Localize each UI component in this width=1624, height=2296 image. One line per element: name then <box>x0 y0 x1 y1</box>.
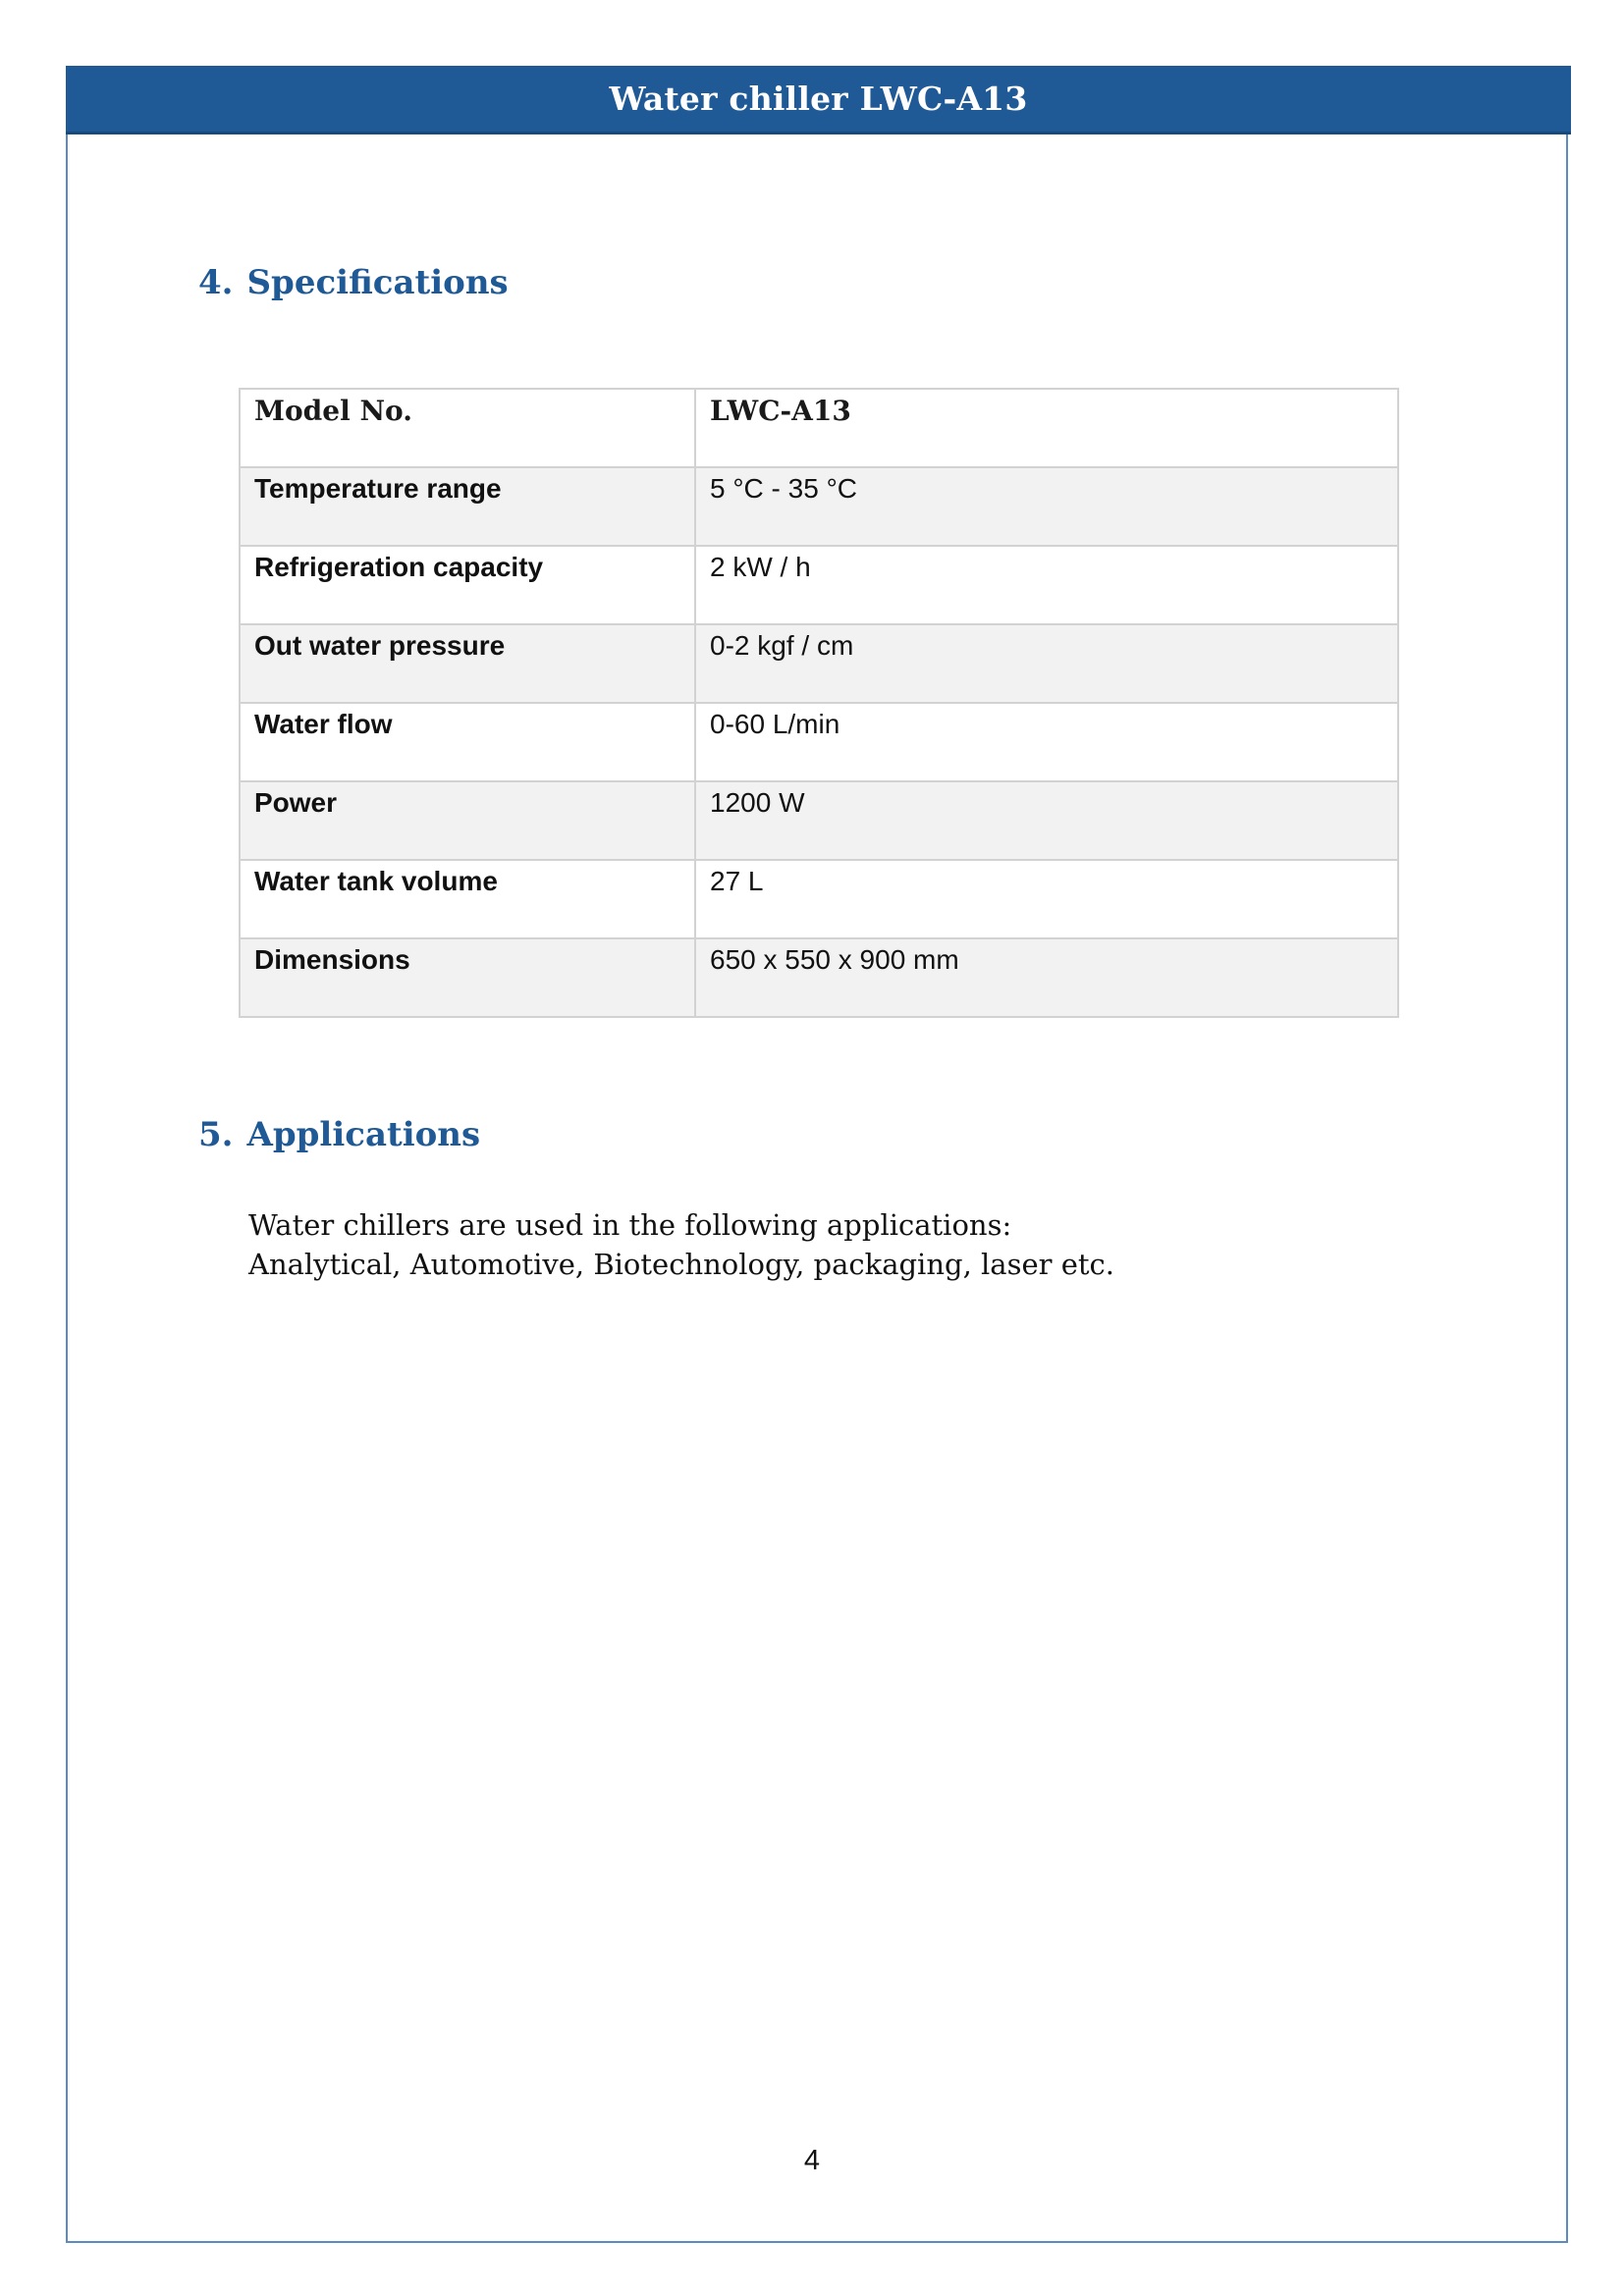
spec-value: 0-2 kgf / cm <box>695 624 1398 703</box>
applications-heading <box>198 1115 480 1154</box>
spec-value: 5 °C - 35 °C <box>695 467 1398 546</box>
applications-list: Analytical, Automotive, Biotechnology, packaging, laser etc. <box>248 1248 1114 1281</box>
spec-label: Refrigeration capacity <box>240 546 695 624</box>
spec-value: 0-60 L/min <box>695 703 1398 781</box>
section-number: 4. <box>198 263 234 302</box>
spec-label: Out water pressure <box>240 624 695 703</box>
spec-value: 1200 W <box>695 781 1398 860</box>
section-title: Specifications <box>246 263 509 302</box>
section-number: 5. <box>198 1115 234 1154</box>
spec-value: 27 L <box>695 860 1398 938</box>
spec-label: Dimensions <box>240 938 695 1017</box>
table-row <box>240 467 1398 546</box>
table-row <box>240 546 1398 624</box>
table-row <box>240 781 1398 860</box>
applications-intro: Water chillers are used in the following applications: <box>248 1208 1012 1242</box>
spec-label: Model No. <box>240 389 695 467</box>
section-title: Applications <box>246 1115 481 1154</box>
page-number: 4 <box>803 2145 821 2176</box>
document-title: Water chiller LWC-A13 <box>609 80 1028 118</box>
table-row <box>240 703 1398 781</box>
specifications-heading <box>198 263 509 302</box>
header-bar <box>66 66 1571 134</box>
table-row <box>240 938 1398 1017</box>
spec-value: 2 kW / h <box>695 546 1398 624</box>
spec-label: Water flow <box>240 703 695 781</box>
spec-label: Temperature range <box>240 467 695 546</box>
specifications-table <box>239 388 1399 1018</box>
table-row <box>240 389 1398 467</box>
spec-label: Power <box>240 781 695 860</box>
table-row <box>240 624 1398 703</box>
spec-value: 650 x 550 x 900 mm <box>695 938 1398 1017</box>
table-row <box>240 860 1398 938</box>
applications-paragraph <box>248 1205 1114 1284</box>
spec-value: LWC-A13 <box>695 389 1398 467</box>
spec-label: Water tank volume <box>240 860 695 938</box>
